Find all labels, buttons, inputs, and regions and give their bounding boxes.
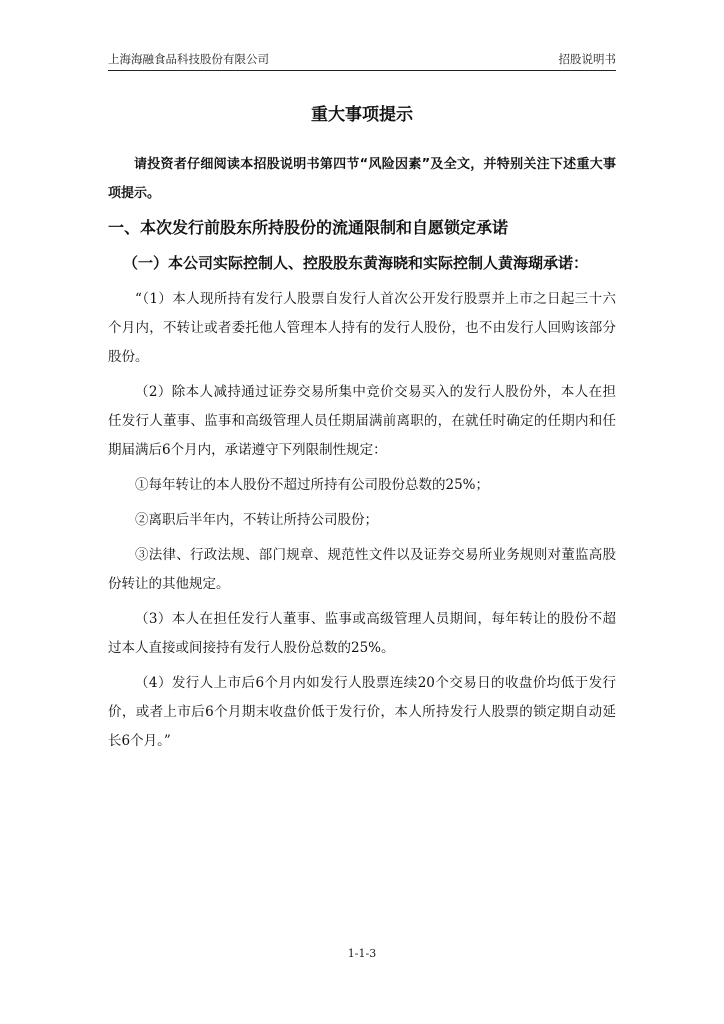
commitment-list-item: ③法律、行政法规、部门规章、规范性文件以及证券交易所业务规则对董监高股份转让的其他规定。 [108,547,616,592]
header-divider [108,70,616,71]
commitment-paragraph: （2）除本人减持通过证券交易所集中竞价交易买入的发行人股份外，本人在担任发行人董事、监事和高级管理人员任期届满前离职的，在就任时确定的任期内和任期届满后6个月内，承诺遵守下列限制性规定： [108,384,616,458]
page-title: 重大事项提示 [311,105,413,125]
intro-paragraph: 请投资者仔细阅读本招股说明书第四节“风险因素”及全文，并特别关注下述重大事项提示。 [108,157,616,201]
header-company-name: 上海海融食品科技股份有限公司 [108,52,269,66]
commitment-paragraph: “（1）本人现所持有发行人股票自发行人首次公开发行股票并上市之日起三十六个月内，不转让或者委托他人管理本人持有的发行人股份，也不由发行人回购该部分股份。 [108,291,616,365]
section-heading: 一、本次发行前股东所持股份的流通限制和自愿锁定承诺 [108,218,509,237]
commitment-list-item: ②离职后半年内，不转让所持公司股份； [135,512,378,528]
commitment-paragraph: （3）本人在担任发行人董事、监事或高级管理人员期间，每年转让的股份不超过本人直接或间接持有发行人股份总数的25%。 [108,611,616,656]
page-number: 1-1-3 [347,947,377,960]
subsection-heading: （一）本公司实际控制人、控股股东黄海晓和实际控制人黄海瑚承诺： [123,254,589,272]
commitment-paragraph: （4）发行人上市后6个月内如发行人股票连续20个交易日的收盘价均低于发行价，或者上市后6个月期末收盘价低于发行价，本人所持发行人股票的锁定期自动延长6个月。” [108,675,616,749]
header-document-type: 招股说明书 [558,52,616,66]
document-body [108,150,616,756]
commitment-list-item: ①每年转让的本人股份不超过所持有公司股份总数的25%； [135,477,490,493]
page-header [108,50,616,68]
